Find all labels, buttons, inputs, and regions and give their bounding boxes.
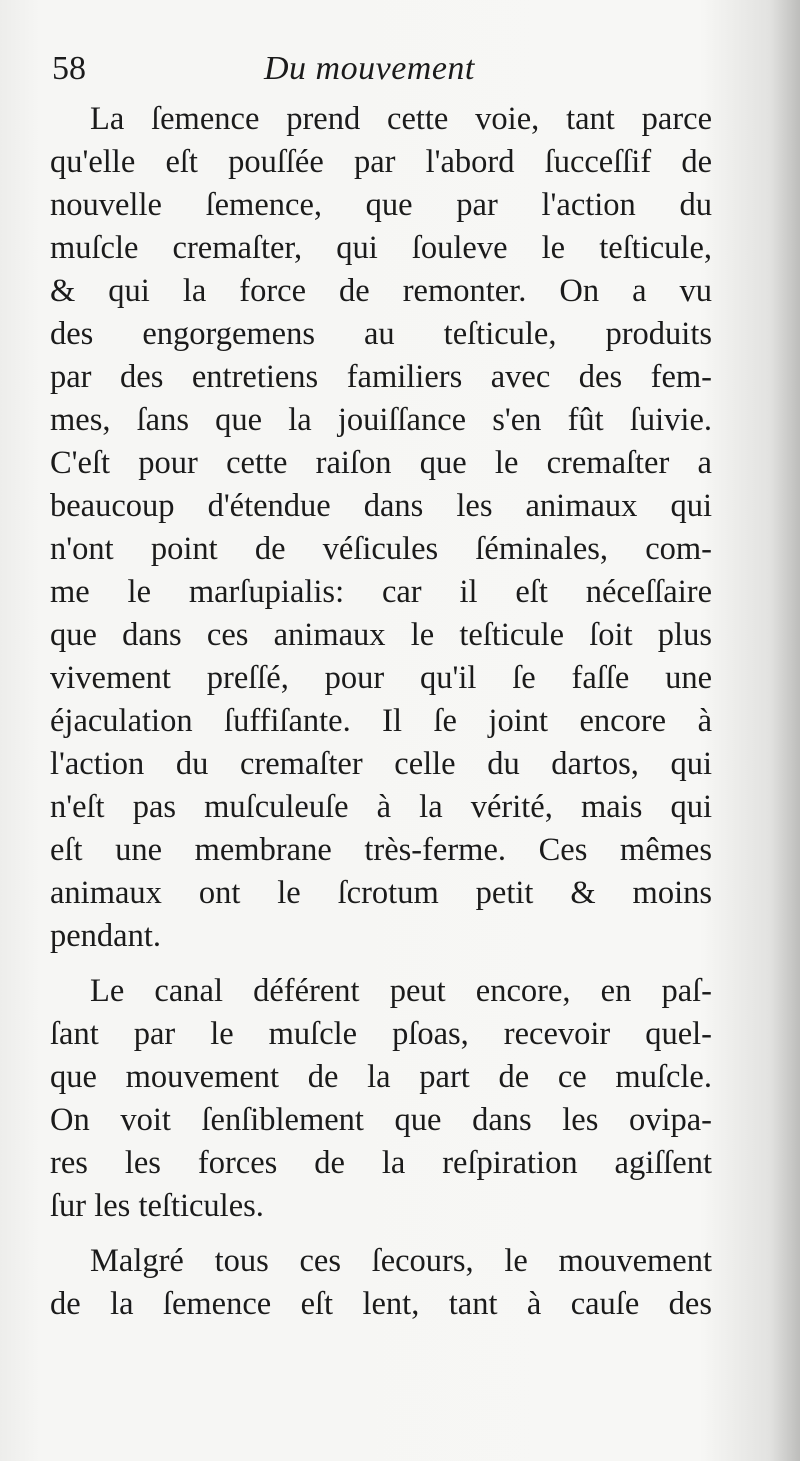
text-line: muſcle cremaſter, qui ſouleve le teſticule, (50, 230, 712, 266)
paragraph-1 (50, 98, 712, 958)
text-line: de la ſemence eſt lent, tant à cauſe des (50, 1286, 712, 1322)
text-line: qu'elle eſt pouſſée par l'abord ſucceſſif de (50, 144, 712, 180)
text-line: me le marſupialis: car il eſt néceſſaire (50, 574, 712, 610)
page-header (52, 44, 712, 94)
body-text (50, 98, 712, 1326)
paragraph-2 (50, 970, 712, 1228)
text-line: C'eſt pour cette raiſon que le cremaſter a (50, 445, 712, 481)
text-line: éjaculation ſuffiſante. Il ſe joint encore à (50, 703, 712, 739)
text-line: des engorgemens au teſticule, produits (50, 316, 712, 352)
text-line: Le canal déférent peut encore, en paſ- (90, 973, 712, 1009)
text-line: par des entretiens familiers avec des fem- (50, 359, 712, 395)
text-line: Malgré tous ces ſecours, le mouvement (90, 1243, 712, 1279)
text-line: beaucoup d'étendue dans les animaux qui (50, 488, 712, 524)
text-line: mes, ſans que la jouiſſance s'en fût ſuivie. (50, 402, 712, 438)
text-line: animaux ont le ſcrotum petit & moins (50, 875, 712, 911)
text-line: res les forces de la reſpiration agiſſent (50, 1145, 712, 1181)
running-title: Du mouvement (264, 50, 475, 87)
text-line: eſt une membrane très-ferme. Ces mêmes (50, 832, 712, 868)
text-line: ſant par le muſcle pſoas, recevoir quel- (50, 1016, 712, 1052)
text-line: On voit ſenſiblement que dans les ovipa- (50, 1102, 712, 1138)
text-line: que dans ces animaux le teſticule ſoit plus (50, 617, 712, 653)
page-number: 58 (52, 50, 86, 87)
text-line: vivement preſſé, pour qu'il ſe faſſe une (50, 660, 712, 696)
paragraph-3 (50, 1240, 712, 1326)
text-line: n'ont point de véſicules ſéminales, com- (50, 531, 712, 567)
text-line: nouvelle ſemence, que par l'action du (50, 187, 712, 223)
text-line: ſur les teſticules. (50, 1188, 264, 1224)
text-line: n'eſt pas muſculeuſe à la vérité, mais qui (50, 789, 712, 825)
text-line: l'action du cremaſter celle du dartos, qui (50, 746, 712, 782)
text-line: pendant. (50, 918, 162, 954)
text-line: La ſemence prend cette voie, tant parce (90, 101, 712, 137)
text-line: & qui la force de remonter. On a vu (50, 273, 712, 309)
text-line: que mouvement de la part de ce muſcle. (50, 1059, 712, 1095)
